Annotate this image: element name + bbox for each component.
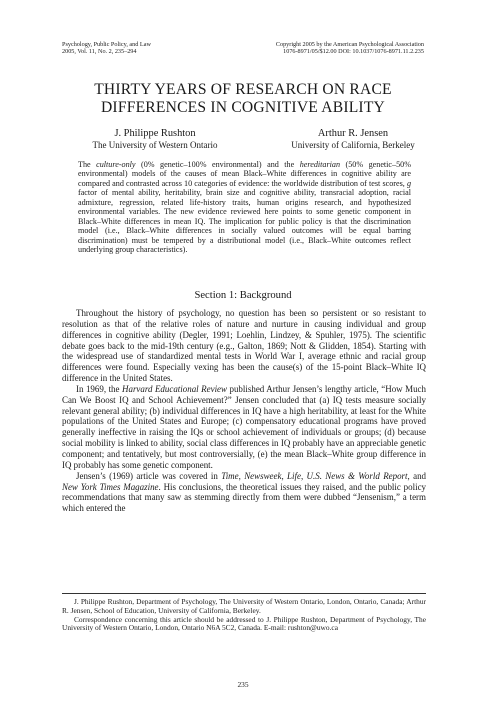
text-run: published Arthur Jensen’s lengthy article, “How Much Can We Boost IQ and School Achievement?” Jensen concluded that (a) IQ tests measure socially relevant general ability; (b) individual differences in IQ have a high heritability, at least for the White populations of the United States and Europe; (c) compensatory educational programs have proved generally ineffective in raising the IQs or school achievement of individuals or groups; (d) because social mobility is linked to ability, social class differences in IQ probably have an appreciable genetic component; and tentatively, but most controversially, (e) the mean Black–White group difference in IQ probably has some genetic component. bbox=[62, 383, 426, 470]
journal-name: Psychology, Public Policy, and Law bbox=[62, 41, 151, 48]
abstract bbox=[78, 160, 411, 255]
abstract-emphasis: hereditarian bbox=[299, 160, 341, 169]
author-name: Arthur R. Jensen bbox=[317, 128, 389, 139]
author-block-rushton bbox=[60, 128, 250, 151]
page-number: 235 bbox=[237, 680, 249, 689]
copyright-line: Copyright 2005 by the American Psychological Association bbox=[275, 41, 424, 48]
paragraph bbox=[62, 471, 426, 514]
journal-citation bbox=[62, 41, 151, 56]
text-run: . His conclusions, the theoretical issues they raised, and the public policy recommendations that many saw as stemming directly from them were dubbed “Jensenism,” a term which entered the bbox=[62, 481, 426, 514]
abstract-emphasis: g bbox=[406, 178, 411, 188]
author-affiliation: The University of Western Ontario bbox=[92, 140, 218, 150]
publication-italic: U.S. News & World Report bbox=[306, 470, 408, 481]
footnote-divider bbox=[62, 593, 426, 594]
doi-line: 1076-8971/05/$12.00 DOI: 10.1037/1076-8971.11.2.235 bbox=[283, 48, 424, 56]
text-run: , bbox=[300, 470, 307, 481]
author-block-jensen bbox=[258, 128, 448, 151]
abstract-text: (50% genetic–50% environmental) models of the causes of mean Black–White differences in cognitive ability are compared and contrasted across 10 categories of evidence: the worldwide distribution of test scores, bbox=[78, 160, 411, 188]
paragraph: Throughout the history of psychology, no question has been so persistent or so resistant to resolution as that of the relative roles of nature and nurture in causing individual and group differences in cognitive ability (Degler, 1991; Loehlin, Lindzey, & Spuhler, 1975). The scientific debate goes back to the mid-19th century (e.g., Galton, 1869; Nott & Glidden, 1854). Starting with the widespread use of standardized mental tests in World War I, average ethnic and racial group differences were found. Especially vexing has been the cause(s) of the 15-point Black–White IQ difference in the United States. bbox=[62, 308, 426, 384]
text-run: Jensen’s (1969) article was covered in bbox=[76, 470, 222, 481]
correspondence-note: Correspondence concerning this article should be addressed to J. Philippe Rushton, Department of Psychology, The University of Western Ontario, London, Ontario N6A 5C2, Canada. E-mail: rushton@uwo.ca bbox=[62, 614, 426, 633]
abstract-text: factor of mental ability, heritability, brain size and cognitive ability, transracial adoption, racial admixture, regression, related life-history traits, human origins research, and hypothesized environmental variables. The new evidence reviewed here points to some genetic component in Black–White differences in mean IQ. The implication for public policy is that the discrimination model (i.e., Black–White differences in socially valued outcomes will be equal barring discrimination) must be tempered by a distributional model (i.e., Black–White outcomes reflect underlying group characteristics). bbox=[78, 188, 411, 255]
text-run: In 1969, the bbox=[76, 383, 123, 394]
author-name: J. Philippe Rushton bbox=[114, 128, 196, 139]
abstract-text: The bbox=[78, 160, 97, 169]
text-run: , bbox=[238, 470, 245, 481]
body-text bbox=[62, 308, 426, 514]
publication-italic: Life bbox=[287, 470, 301, 481]
copyright-notice bbox=[276, 41, 424, 56]
journal-title-italic: Harvard Educational Review bbox=[122, 383, 227, 394]
publication-italic: New York Times Magazine bbox=[62, 481, 159, 492]
text-run: , and bbox=[407, 470, 427, 481]
author-note: J. Philippe Rushton, Department of Psychology, The University of Western Ontario, London, Ontario, Canada; Arthur R. Jensen, School of Education, University of California, Berkeley. bbox=[62, 597, 426, 615]
section-heading: Section 1: Background bbox=[194, 290, 292, 301]
abstract-text: (0% genetic–100% environmental) and the bbox=[135, 160, 300, 169]
article-title bbox=[50, 81, 436, 117]
title-line-1: THIRTY YEARS OF RESEARCH ON RACE bbox=[94, 81, 392, 98]
publication-italic: Newsweek bbox=[244, 470, 282, 481]
abstract-emphasis: culture-only bbox=[96, 160, 136, 169]
author-affiliation: University of California, Berkeley bbox=[291, 140, 415, 150]
title-line-2: DIFFERENCES IN COGNITIVE ABILITY bbox=[100, 99, 386, 116]
volume-info: 2005, Vol. 11, No. 2, 235–294 bbox=[62, 48, 137, 56]
publication-italic: Time bbox=[221, 470, 239, 481]
text-run: , bbox=[281, 470, 288, 481]
paragraph bbox=[62, 384, 426, 471]
footnotes bbox=[62, 598, 426, 633]
